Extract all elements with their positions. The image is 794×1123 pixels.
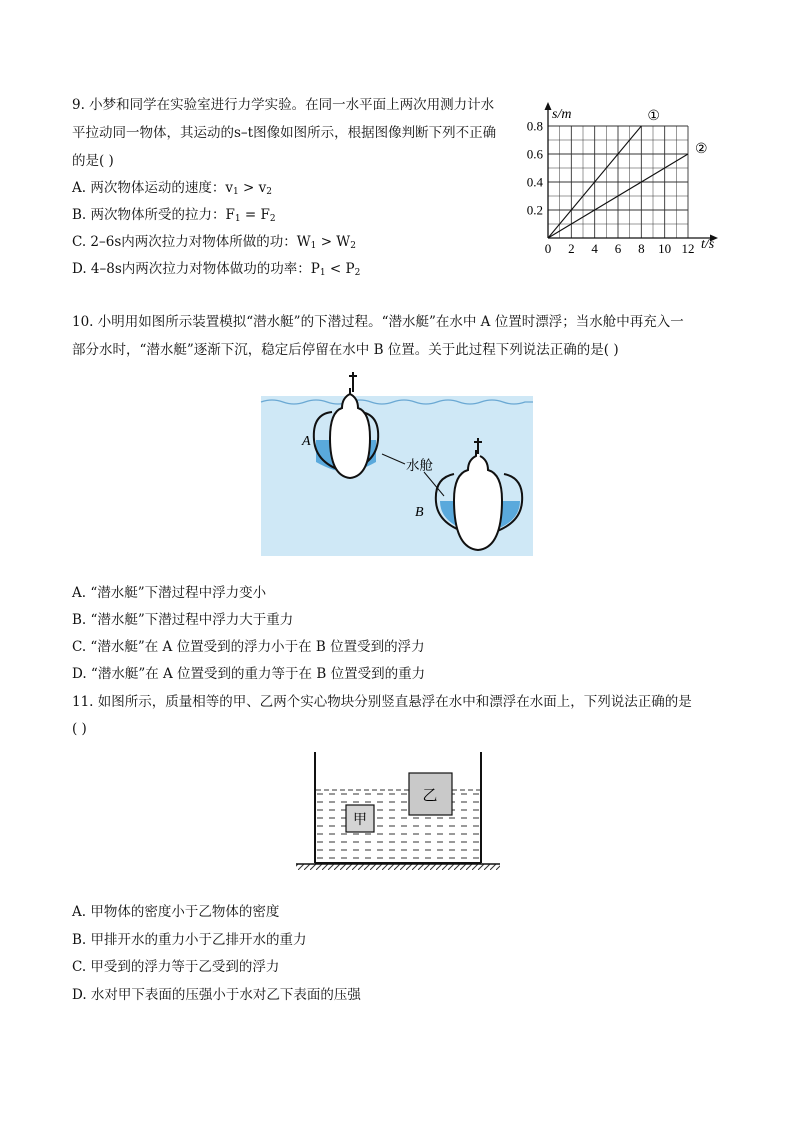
q11-option-c: C. 甲受到的浮力等于乙受到的浮力 [72,959,280,975]
submarine-figure [258,368,536,560]
q9-stem-line-1: 9. 小梦和同学在实验室进行力学实验。在同一水平面上两次用测力计水 [72,97,495,113]
q9-stem-line-3: 的是( ) [72,153,114,169]
q9-option-b: B. 两次物体所受的拉力：$F_1 = F_2$ [72,207,276,224]
y-axis-arrow [545,102,552,110]
q11-option-b: B. 甲排开水的重力小于乙排开水的重力 [72,932,307,948]
q11-option-a: A. 甲物体的密度小于乙物体的密度 [72,904,280,920]
y-tick-label: 0.6 [526,146,543,162]
x-tick-label: 12 [681,241,695,256]
water-body [316,790,480,862]
x-tick-label: 8 [638,241,645,256]
y-tick-label: 0.4 [526,174,543,190]
label-a: A [302,434,311,449]
q10-stem-line-1: 10. 小明用如图所示装置模拟“潜水艇”的下潜过程。“潜水艇”在水中 A 位置时漂浮；当水舱中再充入一 [72,314,684,330]
ground-hatch [296,864,500,870]
block-yi-label: 乙 [422,788,438,804]
q10-option-d: D. “潜水艇”在 A 位置受到的重力等于在 B 位置受到的重力 [72,666,426,682]
q10-option-b: B. “潜水艇”下潜过程中浮力大于重力 [72,612,294,628]
q11-option-d: D. 水对甲下表面的压强小于水对乙下表面的压强 [72,987,361,1003]
series-label-1: ① [647,109,660,124]
label-b: B [415,505,424,520]
chart-x-axis-label: t/s [701,237,715,252]
q9-option-a: A. 两次物体运动的速度：$v_1 > v_2$ [72,180,272,197]
series-label-2: ② [695,142,708,157]
q9-option-c: C. 2–6s内两次拉力对物体所做的功：$W_1 > W_2$ [72,234,356,251]
q10-option-a: A. “潜水艇”下潜过程中浮力变小 [72,585,267,601]
q9-stem-line-2: 平拉动同一物体，其运动的s–t图像如图所示，根据图像判断下列不正确 [72,125,497,141]
q9-option-d: D. 4–8s内两次拉力对物体做功的功率：$P_1 < P_2$ [72,261,361,278]
chart-axes [545,102,719,242]
q10-option-c: C. “潜水艇”在 A 位置受到的浮力小于在 B 位置受到的浮力 [72,639,425,655]
block-jia-label: 甲 [353,813,367,828]
q11-stem-line-2: ( ) [72,721,87,737]
label-tank: 水舱 [406,458,433,473]
y-tick-label: 0.8 [526,118,543,134]
chart-y-axis-label: s/m [552,107,572,122]
q11-stem-line-1: 11. 如图所示，质量相等的甲、乙两个实心物块分别竖直悬浮在水中和漂浮在水面上，下列说法正确的是 [72,694,692,710]
y-tick-label: 0.2 [526,202,543,218]
x-tick-label: 0 [544,241,552,256]
x-tick-label: 4 [591,241,598,256]
container-figure [292,750,504,874]
x-tick-label: 10 [658,241,672,256]
chart-grid [548,126,688,238]
q10-stem-line-2: 部分水时，“潜水艇”逐渐下沉，稳定后停留在水中 B 位置。关于此过程下列说法正确的是( ) [72,342,619,358]
x-tick-label: 6 [614,241,622,256]
st-chart [508,100,738,260]
x-tick-label: 2 [568,241,575,256]
chart-series [548,109,708,238]
